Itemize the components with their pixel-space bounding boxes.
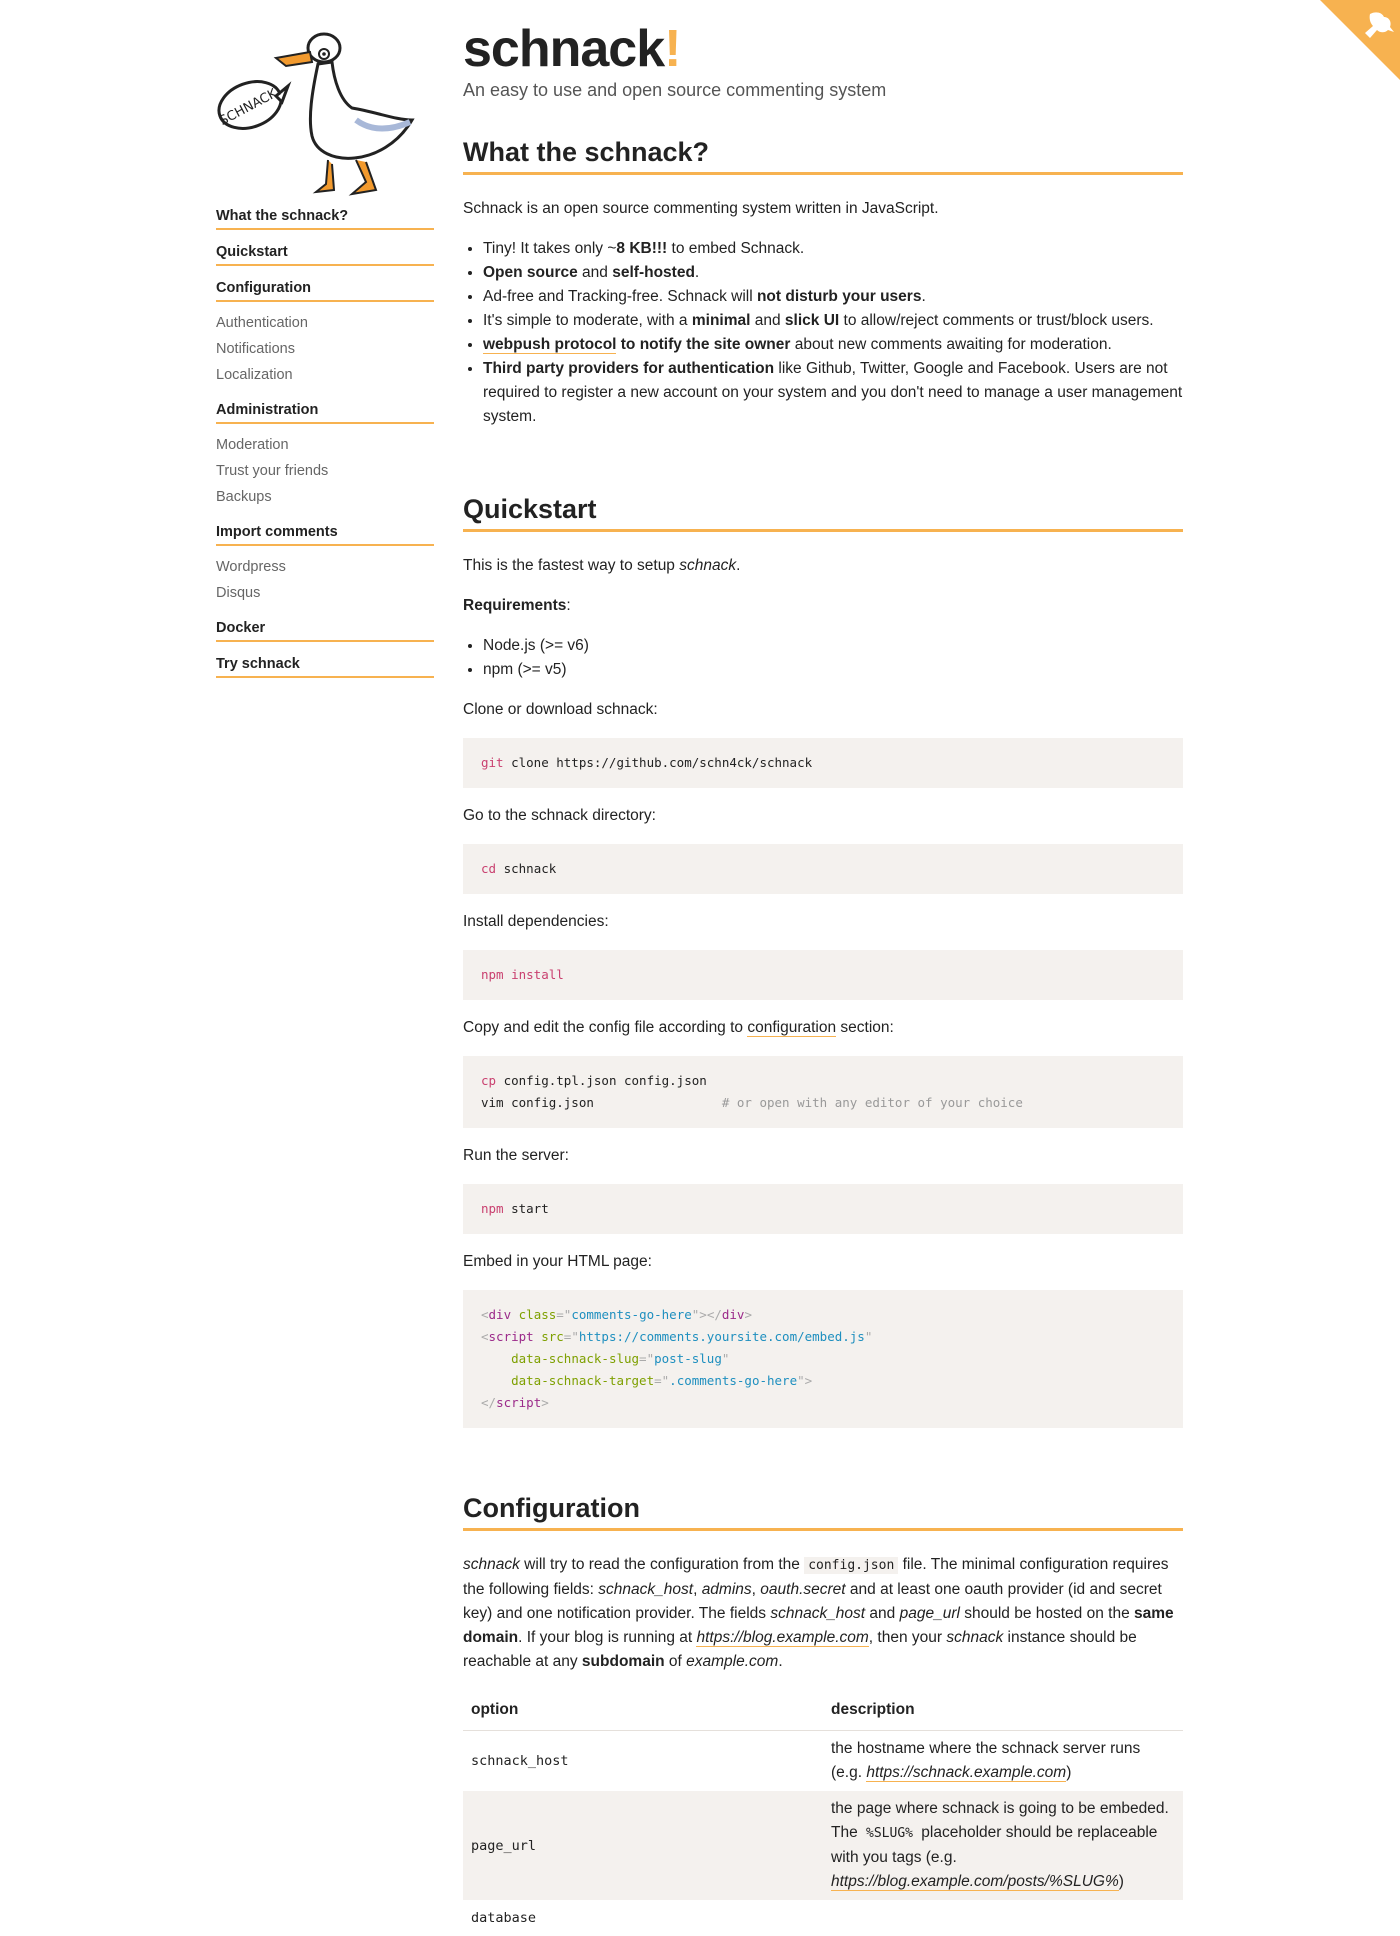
list-item xyxy=(483,309,1183,333)
config-copy-label: Copy and edit the config file according to configuration section: xyxy=(463,1019,894,1036)
quickstart-lead: This is the fastest way to setup schnack. xyxy=(463,557,741,574)
nav-group-docker xyxy=(216,620,434,642)
table-row xyxy=(463,1900,1183,1936)
list-item xyxy=(483,357,1183,429)
feature-list xyxy=(463,237,1183,429)
nav-notifications[interactable]: Notifications xyxy=(216,341,295,357)
brand-bang: ! xyxy=(664,20,681,78)
code-block-cd[interactable]: cd schnack xyxy=(463,844,1183,894)
list-item xyxy=(483,261,1183,285)
list-item xyxy=(483,285,1183,309)
run-label: Run the server: xyxy=(463,1147,569,1164)
code-block-embed[interactable]: <div class="comments-go-here"></div> <script src="https://comments.yoursite.com/embed.js" data-schnack-slug="post-slug" data-schnack-target=".comments-go-here"> </script> xyxy=(463,1290,1183,1428)
text: Ad-free and Tracking-free. Schnack will xyxy=(483,288,757,305)
description-cell: the page where schnack is going to be embeded. The %SLUG% placeholder should be replaceable with you tags (e.g. https://blog.example.com/posts/%SLUG%) xyxy=(823,1791,1183,1900)
text: about new comments awaiting for moderation. xyxy=(790,336,1112,353)
text-bold: minimal xyxy=(691,312,751,329)
nav-administration[interactable]: Administration xyxy=(216,402,434,424)
nav-try-schnack[interactable]: Try schnack xyxy=(216,656,434,678)
embed-label: Embed in your HTML page: xyxy=(463,1253,652,1270)
nav-moderation[interactable]: Moderation xyxy=(216,437,289,453)
text-bold: self-hosted xyxy=(612,264,695,281)
nav-import-comments[interactable]: Import comments xyxy=(216,524,434,546)
nav-backups[interactable]: Backups xyxy=(216,489,272,505)
nav-trust-your-friends[interactable]: Trust your friends xyxy=(216,463,329,479)
text-bold: 8 KB!!! xyxy=(616,240,668,257)
nav-configuration[interactable]: Configuration xyxy=(216,280,434,302)
list-item: • Node.js (>= v6) xyxy=(483,634,1183,658)
text: like Github, Twitter, Google and Facebook. Users are not required to register a new account on your system and you don't need to manage a user management system. xyxy=(483,360,1183,425)
nav-quickstart[interactable]: Quickstart xyxy=(216,244,434,266)
nav-wordpress[interactable]: Wordpress xyxy=(216,559,286,575)
heading-what-the-schnack: What the schnack? xyxy=(463,140,1183,175)
requirements-label: Requirements: xyxy=(463,597,571,614)
nav-group-try xyxy=(216,656,434,678)
configuration-intro: schnack will try to read the configuration from the config.json file. The minimal configuration requires the following fields: schnack_host, admins, oauth.secret and at least one oauth provider (id and secret key) and one notification provider. The fields schnack_host and page_url should be hosted on the same domain. If your blog is running at https://blog.example.com, then your schnack instance should be reachable at any subdomain of example.com. xyxy=(463,1556,1174,1670)
webpush-protocol-link[interactable]: webpush protocol xyxy=(483,336,617,353)
text: to allow/reject comments or trust/block users. xyxy=(839,312,1154,329)
nav-disqus[interactable]: Disqus xyxy=(216,585,261,601)
intro-lead: Schnack is an open source commenting system written in JavaScript. xyxy=(463,200,939,217)
table-row xyxy=(463,1791,1183,1900)
text-bold: Third party providers for authentication xyxy=(483,360,775,377)
clone-label: Clone or download schnack: xyxy=(463,701,658,718)
blog-example-link[interactable]: https://blog.example.com xyxy=(696,1629,869,1646)
text: and xyxy=(577,264,613,281)
text: Tiny! It takes only ~ xyxy=(483,240,617,257)
list-item xyxy=(483,237,1183,261)
text-bold: Open source xyxy=(483,264,578,281)
text-bold: to notify the site owner xyxy=(616,336,791,353)
nav-authentication[interactable]: Authentication xyxy=(216,315,308,331)
column-header-option: option xyxy=(463,1690,823,1731)
tagline: An easy to use and open source commenting system xyxy=(463,80,887,100)
text: to embed Schnack. xyxy=(667,240,805,257)
cd-label: Go to the schnack directory: xyxy=(463,807,656,824)
text: and xyxy=(750,312,785,329)
nav-what-the-schnack[interactable]: What the schnack? xyxy=(216,208,434,230)
nav-group-configuration xyxy=(216,280,434,388)
list-item xyxy=(483,333,1183,357)
column-header-description: description xyxy=(823,1690,1183,1731)
nav-group-quickstart xyxy=(216,244,434,266)
install-label: Install dependencies: xyxy=(463,913,609,930)
nav-localization[interactable]: Localization xyxy=(216,367,293,383)
brand-name: schnack xyxy=(463,20,665,78)
text: . xyxy=(694,264,700,281)
schnack-host-example-link[interactable]: https://schnack.example.com xyxy=(866,1764,1067,1781)
option-cell: schnack_host xyxy=(471,1753,569,1769)
text-bold: not disturb your users xyxy=(756,288,922,305)
nav-docker[interactable]: Docker xyxy=(216,620,434,642)
main-content xyxy=(463,16,1183,1936)
description-cell xyxy=(823,1900,1183,1936)
page-url-example-link[interactable]: https://blog.example.com/posts/%SLUG% xyxy=(831,1873,1119,1890)
text: It's simple to moderate, with a xyxy=(483,312,692,329)
option-cell: database xyxy=(471,1910,537,1926)
nav-group-import xyxy=(216,524,434,606)
code-block-install[interactable]: npm install xyxy=(463,950,1183,1000)
configuration-link[interactable]: configuration xyxy=(747,1019,837,1036)
github-corner-icon[interactable] xyxy=(1320,0,1400,80)
code-block-run[interactable]: npm start xyxy=(463,1184,1183,1234)
table-header-row xyxy=(463,1690,1183,1731)
schnack-duck-logo[interactable] xyxy=(216,20,434,198)
nav-group-what xyxy=(216,208,434,230)
sidebar xyxy=(216,20,434,692)
option-cell: page_url xyxy=(463,1791,823,1900)
text: . xyxy=(921,288,926,305)
page-title xyxy=(463,16,1183,82)
code-block-clone[interactable]: git clone https://github.com/schn4ck/schnack xyxy=(463,738,1183,788)
description-cell: the hostname where the schnack server runs (e.g. https://schnack.example.com) xyxy=(831,1740,1141,1781)
heading-configuration: Configuration xyxy=(463,1496,1183,1531)
requirements-list xyxy=(463,634,1183,682)
heading-quickstart: Quickstart xyxy=(463,497,1183,532)
list-item: • npm (>= v5) xyxy=(483,658,1183,682)
code-block-config[interactable]: cp config.tpl.json config.json vim config.json # or open with any editor of your choice xyxy=(463,1056,1183,1128)
text-bold: slick UI xyxy=(784,312,840,329)
table-row xyxy=(463,1731,1183,1792)
nav-group-administration xyxy=(216,402,434,510)
logo-bubble-text: SCHNACK! xyxy=(217,83,285,129)
config-options-table xyxy=(463,1690,1183,1936)
